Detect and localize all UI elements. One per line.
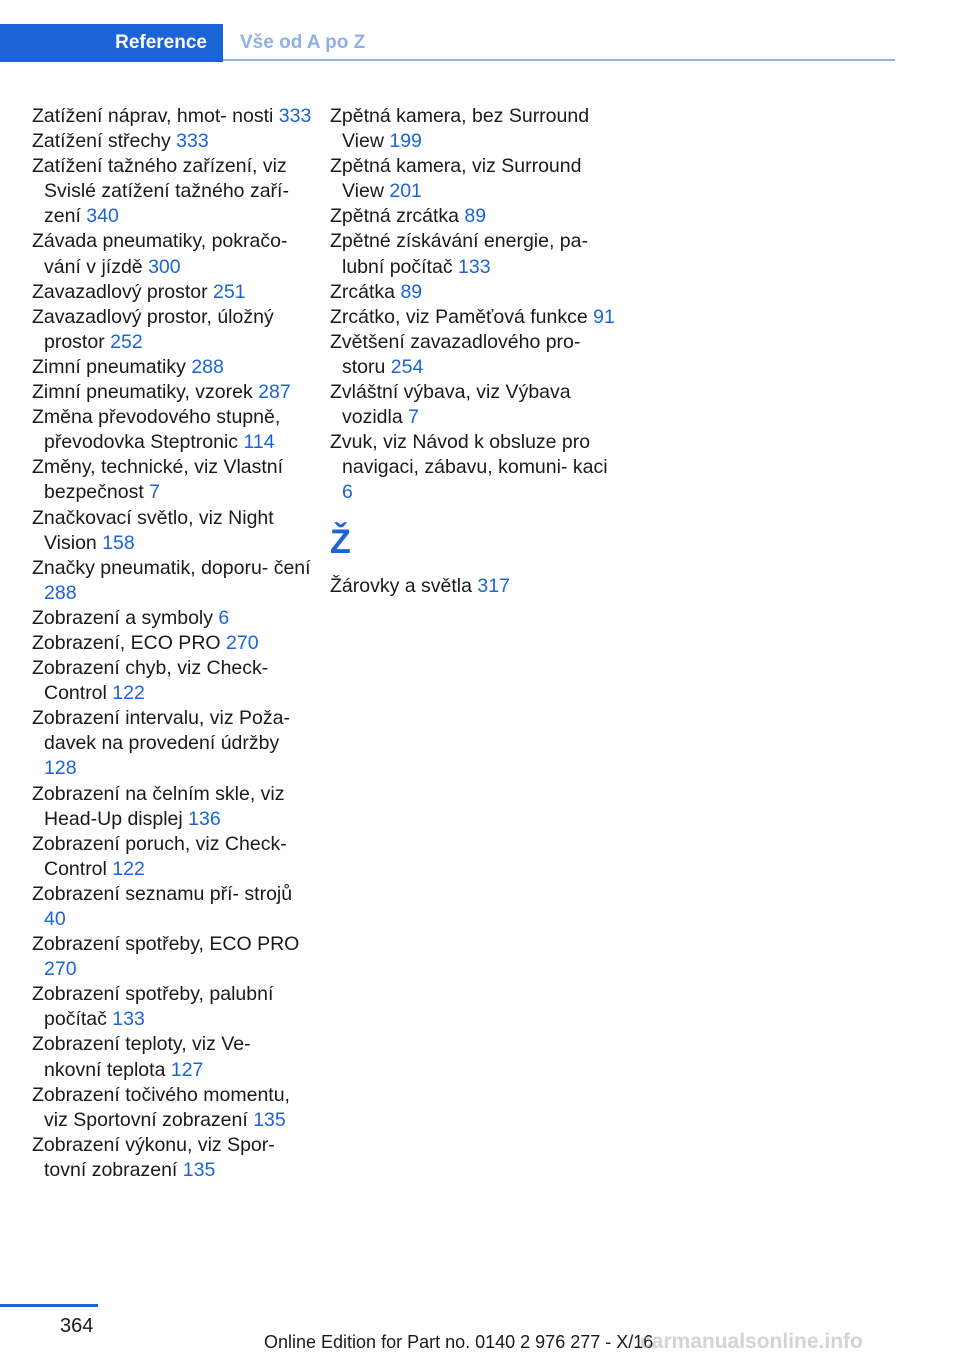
index-entry xyxy=(32,229,312,279)
entry-term: Zavazadlový prostor xyxy=(32,280,208,303)
index-entry xyxy=(32,405,312,455)
tab-a-to-z[interactable]: Vše od A po Z xyxy=(240,32,366,53)
index-entry xyxy=(32,932,312,982)
entry-term: Zobrazení točivého momentu, viz Sportovní zobrazení xyxy=(32,1083,290,1131)
entry-page-link[interactable]: 91 xyxy=(593,305,615,328)
entry-term: Zpětná zrcátka xyxy=(330,205,459,228)
index-entry xyxy=(32,506,312,556)
entry-page-link[interactable]: 201 xyxy=(389,180,422,203)
entry-term: Zvuk, viz Návod k obsluze pro navigaci, zábavu, komuni- kaci xyxy=(330,431,608,479)
index-entry xyxy=(32,154,312,229)
entry-page-link[interactable]: 6 xyxy=(218,606,230,629)
section-letter: Ž xyxy=(330,522,351,561)
entry-page-link[interactable]: 122 xyxy=(112,682,145,705)
entry-page-link[interactable]: 333 xyxy=(176,130,209,153)
index-entries-right xyxy=(330,104,620,506)
entry-term: Zavazadlový prostor, úložný prostor xyxy=(32,305,274,353)
index-column-left xyxy=(32,104,312,1183)
entry-page-link[interactable]: 6 xyxy=(342,481,353,504)
entry-term: Zobrazení seznamu pří- strojů xyxy=(32,882,293,905)
entry-page-link[interactable]: 89 xyxy=(400,280,423,303)
entry-term: Zobrazení výkonu, viz Spor- tovní zobrazení xyxy=(32,1133,275,1181)
index-entry xyxy=(32,631,312,656)
entry-page-link[interactable]: 133 xyxy=(112,1008,145,1031)
index-entry xyxy=(32,656,312,706)
index-entry xyxy=(330,204,620,229)
entry-page-link[interactable]: 254 xyxy=(390,355,424,378)
entry-page-link[interactable]: 136 xyxy=(188,807,221,830)
entry-term: Zobrazení poruch, viz Check- Control xyxy=(32,832,287,880)
entry-page-link[interactable]: 7 xyxy=(408,406,419,429)
entry-page-link[interactable]: 135 xyxy=(253,1108,286,1131)
index-entry xyxy=(32,982,312,1032)
entry-page-link[interactable]: 127 xyxy=(170,1058,204,1081)
entry-page-link[interactable]: 317 xyxy=(477,574,510,597)
entry-page-link[interactable]: 158 xyxy=(102,531,135,554)
entry-term: Zvětšení zavazadlového pro- storu xyxy=(330,330,581,378)
entry-page-link[interactable]: 135 xyxy=(182,1158,216,1181)
index-entry xyxy=(32,606,312,631)
entry-term: Změny, technické, viz Vlastní bezpečnost xyxy=(32,456,284,504)
entry-term: Změna převodového stupně, převodovka Steptronic xyxy=(32,406,281,454)
index-entry xyxy=(330,380,620,430)
index-entry xyxy=(330,430,620,505)
entry-page-link[interactable]: 128 xyxy=(44,757,77,780)
header-tabs xyxy=(0,24,895,62)
index-entry xyxy=(32,280,312,305)
entry-term: Zpětné získávání energie, pa- lubní počítač xyxy=(330,230,588,278)
entry-term: Závada pneumatiky, pokračo- vání v jízdě xyxy=(32,230,288,278)
entry-page-link[interactable]: 340 xyxy=(86,205,119,228)
entry-page-link[interactable]: 7 xyxy=(149,481,161,504)
index-entry xyxy=(330,305,620,330)
entry-page-link[interactable]: 122 xyxy=(112,857,145,880)
entry-term: Žárovky a světla xyxy=(330,574,472,597)
index-entry xyxy=(32,129,312,154)
index-entry xyxy=(330,330,620,380)
entry-term: Zatížení střechy xyxy=(32,130,171,153)
entry-page-link[interactable]: 114 xyxy=(243,431,275,454)
index-entry xyxy=(330,280,620,305)
entry-term: Zrcátka xyxy=(330,280,396,303)
entry-term: Zobrazení a symboly xyxy=(32,606,213,629)
entry-term: Zobrazení chyb, viz Check- Control xyxy=(32,657,269,705)
entry-term: Zatížení náprav, hmot- nosti xyxy=(32,105,274,127)
page-number-rule xyxy=(0,1304,98,1307)
entry-page-link[interactable]: 89 xyxy=(464,205,487,228)
entry-term: Značky pneumatik, doporu- čení xyxy=(32,556,311,579)
index-entry xyxy=(32,1133,312,1183)
entry-page-link[interactable]: 199 xyxy=(389,130,422,153)
entry-term: Zobrazení intervalu, viz Poža- davek na provedení údržby xyxy=(32,707,290,755)
index-entry xyxy=(32,355,312,380)
index-entry xyxy=(32,882,312,932)
entry-term: Zimní pneumatiky, vzorek xyxy=(32,381,253,404)
index-entry xyxy=(32,832,312,882)
header-divider xyxy=(223,59,895,61)
index-entry xyxy=(330,104,620,154)
index-entry xyxy=(330,574,620,599)
entry-page-link[interactable]: 251 xyxy=(213,280,246,303)
entry-term: Zpětná kamera, viz Surround View xyxy=(330,155,582,203)
entry-term: Zobrazení na čelním skle, viz Head-Up displej xyxy=(32,782,285,830)
index-entry xyxy=(32,104,312,129)
entry-page-link[interactable]: 270 xyxy=(44,958,77,981)
entry-page-link[interactable]: 287 xyxy=(258,381,291,404)
entry-term: Zobrazení spotřeby, ECO PRO xyxy=(32,933,300,956)
index-column-right xyxy=(330,104,620,599)
section-entries xyxy=(330,574,620,599)
tab-reference[interactable]: Reference xyxy=(0,24,223,62)
entry-term: Zobrazení spotřeby, palubní počítač xyxy=(32,983,274,1031)
index-entry xyxy=(32,1083,312,1133)
entry-term: Zobrazení teploty, viz Ve- nkovní teplota xyxy=(32,1033,251,1081)
entry-page-link[interactable]: 300 xyxy=(148,255,181,278)
index-entry xyxy=(32,706,312,781)
entry-page-link[interactable]: 40 xyxy=(44,908,66,930)
entry-page-link[interactable]: 288 xyxy=(191,355,224,378)
entry-term: Značkovací světlo, viz Night Vision xyxy=(32,506,274,554)
entry-page-link[interactable]: 252 xyxy=(110,330,143,353)
entry-term: Zrcátko, viz Paměťová funkce xyxy=(330,305,588,328)
index-entry xyxy=(32,455,312,505)
page-number: 364 xyxy=(60,1315,94,1337)
entry-page-link[interactable]: 133 xyxy=(458,255,491,278)
entry-term: Zimní pneumatiky xyxy=(32,355,186,378)
index-entry xyxy=(32,380,312,405)
entry-page-link[interactable]: 288 xyxy=(44,581,77,604)
entry-term: Zvláštní výbava, viz Výbava vozidla xyxy=(330,381,571,429)
index-entry xyxy=(32,556,312,606)
entry-term: Zobrazení, ECO PRO xyxy=(32,631,221,654)
entry-page-link[interactable]: 333 xyxy=(278,105,312,127)
entry-page-link[interactable]: 270 xyxy=(226,631,259,654)
entry-term: Zpětná kamera, bez Surround View xyxy=(330,105,590,153)
index-entry xyxy=(330,154,620,204)
index-entry xyxy=(32,1032,312,1082)
index-entry xyxy=(330,229,620,279)
edition-footer: Online Edition for Part no. 0140 2 976 277 - X/16 xyxy=(264,1332,654,1352)
watermark: carmanualsonline.info xyxy=(640,1330,863,1353)
index-entry xyxy=(32,782,312,832)
entry-term: Zatížení tažného zařízení, viz Svislé zatížení tažného zaří- zení xyxy=(32,155,289,228)
index-entry xyxy=(32,305,312,355)
